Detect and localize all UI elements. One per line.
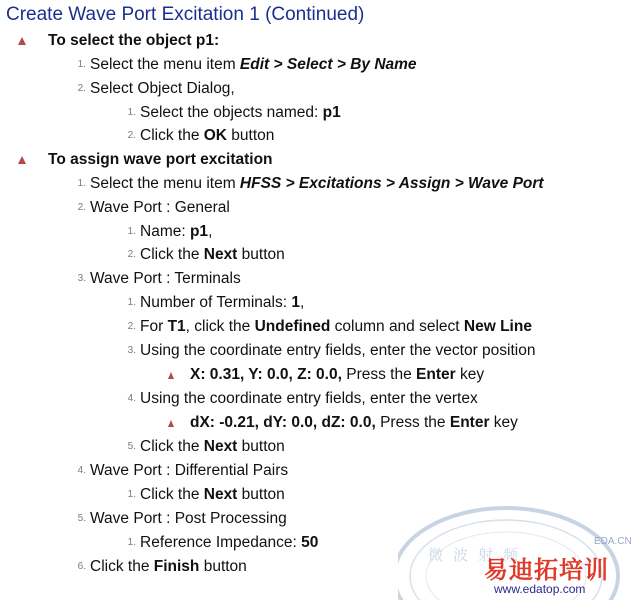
list-item: 1. Select the menu item Edit > Select > By Name (77, 56, 417, 73)
list-item: 1. Click the Next button (127, 486, 285, 503)
watermark: EDA.CN 微波射频 易迪拓培训 www.edatop.com (398, 498, 637, 600)
list-item: 1. Select the objects named: p1 (127, 104, 341, 121)
triangle-bullet-icon (18, 37, 26, 45)
list-item: 2. Click the OK button (127, 127, 275, 144)
section-heading-select-object: To select the object p1: (48, 29, 219, 53)
list-item: 1. Name: p1, (127, 223, 213, 240)
list-item: 1. Select the menu item HFSS > Excitations > Assign > Wave Port (77, 175, 544, 192)
list-item: 5. Wave Port : Post Processing (77, 510, 287, 527)
list-item: dX: -0.21, dY: 0.0, dZ: 0.0, Press the Enter key (190, 411, 518, 435)
list-item: 3. Wave Port : Terminals (77, 270, 241, 287)
list-item: X: 0.31, Y: 0.0, Z: 0.0, Press the Enter key (190, 363, 484, 387)
list-item: 1. Reference Impedance: 50 (127, 534, 319, 551)
list-item: 4. Wave Port : Differential Pairs (77, 462, 289, 479)
menu-path: Edit > Select > By Name (239, 56, 417, 73)
triangle-bullet-icon (18, 156, 26, 164)
list-item: 3. Using the coordinate entry fields, enter the vector position (127, 342, 536, 359)
triangle-bullet-icon (168, 420, 174, 427)
page-title: Create Wave Port Excitation 1 (Continued) (6, 4, 365, 25)
list-item: 2. Click the Next button (127, 246, 285, 263)
list-item: 5. Click the Next button (127, 438, 285, 455)
list-item: 4. Using the coordinate entry fields, enter the vertex (127, 390, 478, 407)
section-heading-assign-wave-port: To assign wave port excitation (48, 148, 273, 172)
triangle-bullet-icon (168, 372, 174, 379)
menu-path: HFSS > Excitations > Assign > Wave Port (239, 175, 544, 192)
list-item: 2. For T1, click the Undefined column and select New Line (127, 318, 532, 335)
list-item: 1. Number of Terminals: 1, (127, 294, 305, 311)
list-item: 6. Click the Finish button (77, 558, 247, 575)
list-item: 2. Wave Port : General (77, 199, 230, 216)
list-item: 2. Select Object Dialog, (77, 80, 235, 97)
